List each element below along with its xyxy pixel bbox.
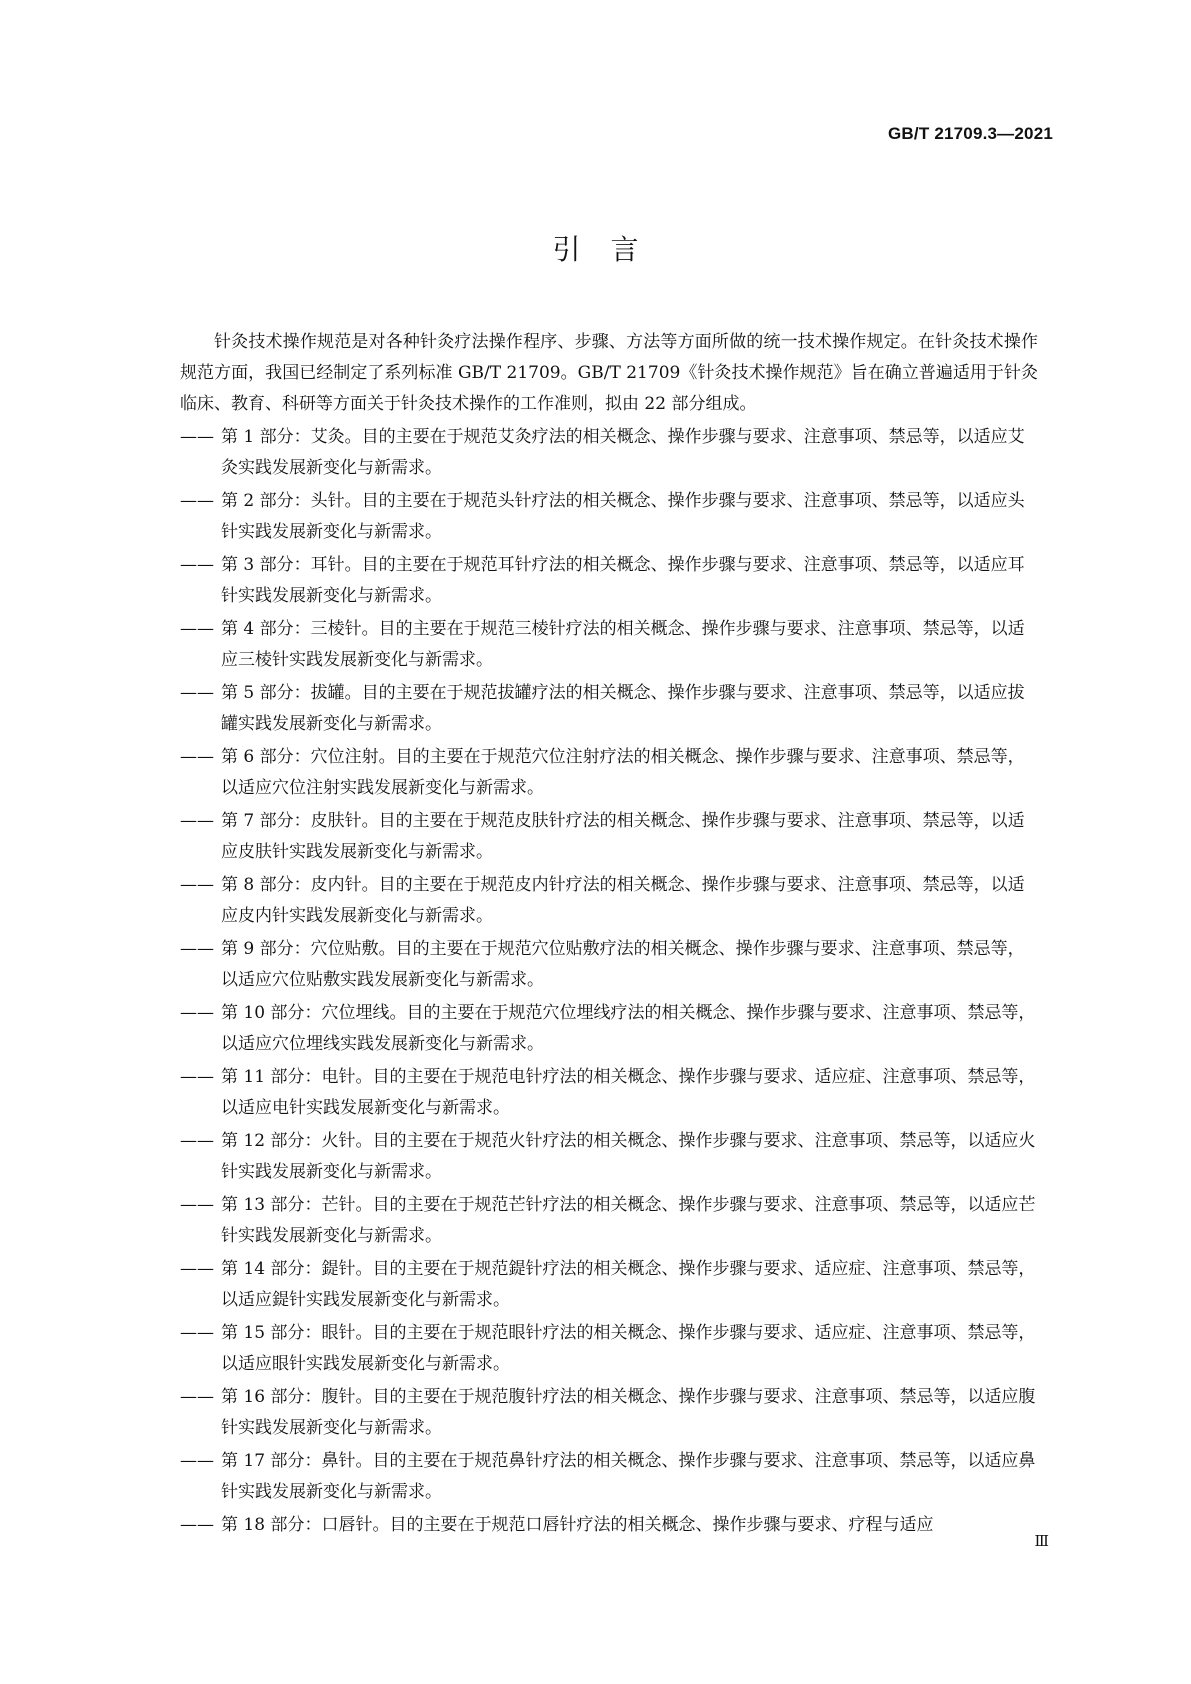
list-item-text: 第 7 部分：皮肤针。目的主要在于规范皮肤针疗法的相关概念、操作步骤与要求、注意事项、禁忌等，以适应皮肤针实践发展新变化与新需求。 bbox=[221, 811, 1025, 862]
list-item bbox=[180, 1254, 1038, 1316]
list-item-text: 第 8 部分：皮内针。目的主要在于规范皮内针疗法的相关概念、操作步骤与要求、注意事项、禁忌等，以适应皮内针实践发展新变化与新需求。 bbox=[221, 875, 1025, 926]
list-item-text: 第 15 部分：眼针。目的主要在于规范眼针疗法的相关概念、操作步骤与要求、适应症、注意事项、禁忌等，以适应眼针实践发展新变化与新需求。 bbox=[221, 1323, 1036, 1374]
list-dash: —— bbox=[180, 683, 214, 703]
list-item-text: 第 11 部分：电针。目的主要在于规范电针疗法的相关概念、操作步骤与要求、适应症、注意事项、禁忌等，以适应电针实践发展新变化与新需求。 bbox=[221, 1067, 1036, 1118]
list-item-text: 第 9 部分：穴位贴敷。目的主要在于规范穴位贴敷疗法的相关概念、操作步骤与要求、注意事项、禁忌等，以适应穴位贴敷实践发展新变化与新需求。 bbox=[221, 939, 1025, 990]
list-dash: —— bbox=[180, 1195, 214, 1215]
list-dash: —— bbox=[180, 1451, 214, 1471]
standard-code: GB/T 21709.3—2021 bbox=[888, 124, 1053, 143]
list-dash: —— bbox=[180, 1515, 214, 1535]
list-dash: —— bbox=[180, 555, 214, 575]
list-dash: —— bbox=[180, 1131, 214, 1151]
list-dash: —— bbox=[180, 811, 214, 831]
list-item-text: 第 17 部分：鼻针。目的主要在于规范鼻针疗法的相关概念、操作步骤与要求、注意事项、禁忌等，以适应鼻针实践发展新变化与新需求。 bbox=[221, 1451, 1036, 1502]
list-dash: —— bbox=[180, 427, 214, 447]
list-dash: —— bbox=[180, 747, 214, 767]
list-item-text: 第 13 部分：芒针。目的主要在于规范芒针疗法的相关概念、操作步骤与要求、注意事项、禁忌等，以适应芒针实践发展新变化与新需求。 bbox=[221, 1195, 1036, 1246]
list-dash: —— bbox=[180, 1067, 214, 1087]
list-dash: —— bbox=[180, 619, 214, 639]
list-item-text: 第 3 部分：耳针。目的主要在于规范耳针疗法的相关概念、操作步骤与要求、注意事项、禁忌等，以适应耳针实践发展新变化与新需求。 bbox=[221, 555, 1025, 606]
list-item bbox=[180, 934, 1038, 996]
page-number: Ⅲ bbox=[1034, 1532, 1049, 1550]
list-item bbox=[180, 742, 1038, 804]
list-dash: —— bbox=[180, 1387, 214, 1407]
list-item bbox=[180, 486, 1038, 548]
list-item-text: 第 4 部分：三棱针。目的主要在于规范三棱针疗法的相关概念、操作步骤与要求、注意事项、禁忌等，以适应三棱针实践发展新变化与新需求。 bbox=[221, 619, 1025, 670]
list-item bbox=[180, 870, 1038, 932]
intro-paragraph: 针灸技术操作规范是对各种针灸疗法操作程序、步骤、方法等方面所做的统一技术操作规定。在针灸技术操作规范方面，我国已经制定了系列标准 GB/T 21709。GB/T 21709《针灸技术操作规范》旨在确立普遍适用于针灸临床、教育、科研等方面关于针灸技术操作的工作准则，拟由 22 部分组成。 bbox=[180, 332, 1038, 414]
document-body bbox=[180, 327, 1038, 1541]
list-item bbox=[180, 1062, 1038, 1124]
list-item bbox=[180, 614, 1038, 676]
list-item bbox=[180, 1190, 1038, 1252]
list-item-text: 第 16 部分：腹针。目的主要在于规范腹针疗法的相关概念、操作步骤与要求、注意事项、禁忌等，以适应腹针实践发展新变化与新需求。 bbox=[221, 1387, 1036, 1438]
list-dash: —— bbox=[180, 491, 214, 511]
list-item bbox=[180, 806, 1038, 868]
list-item bbox=[180, 998, 1038, 1060]
list-item bbox=[180, 678, 1038, 740]
list-dash: —— bbox=[180, 1323, 214, 1343]
part-list bbox=[180, 422, 1038, 1541]
list-item-text: 第 18 部分：口唇针。目的主要在于规范口唇针疗法的相关概念、操作步骤与要求、疗程与适应 bbox=[221, 1515, 934, 1535]
list-item-text: 第 10 部分：穴位埋线。目的主要在于规范穴位埋线疗法的相关概念、操作步骤与要求、注意事项、禁忌等，以适应穴位埋线实践发展新变化与新需求。 bbox=[221, 1003, 1036, 1054]
list-item bbox=[180, 1446, 1038, 1508]
list-dash: —— bbox=[180, 939, 214, 959]
list-item-text: 第 2 部分：头针。目的主要在于规范头针疗法的相关概念、操作步骤与要求、注意事项、禁忌等，以适应头针实践发展新变化与新需求。 bbox=[221, 491, 1025, 542]
page-title: 引言 bbox=[552, 233, 669, 266]
list-item bbox=[180, 422, 1038, 484]
list-item bbox=[180, 1318, 1038, 1380]
list-item-text: 第 5 部分：拔罐。目的主要在于规范拔罐疗法的相关概念、操作步骤与要求、注意事项、禁忌等，以适应拔罐实践发展新变化与新需求。 bbox=[221, 683, 1025, 734]
list-dash: —— bbox=[180, 1003, 214, 1023]
list-item-text: 第 1 部分：艾灸。目的主要在于规范艾灸疗法的相关概念、操作步骤与要求、注意事项、禁忌等，以适应艾灸实践发展新变化与新需求。 bbox=[221, 427, 1025, 478]
list-dash: —— bbox=[180, 875, 214, 895]
list-item-text: 第 12 部分：火针。目的主要在于规范火针疗法的相关概念、操作步骤与要求、注意事项、禁忌等，以适应火针实践发展新变化与新需求。 bbox=[221, 1131, 1036, 1182]
list-item bbox=[180, 550, 1038, 612]
list-item bbox=[180, 1126, 1038, 1188]
list-item bbox=[180, 1382, 1038, 1444]
list-dash: —— bbox=[180, 1259, 214, 1279]
list-item bbox=[180, 1510, 1038, 1541]
list-item-text: 第 14 部分：鍉针。目的主要在于规范鍉针疗法的相关概念、操作步骤与要求、适应症、注意事项、禁忌等，以适应鍉针实践发展新变化与新需求。 bbox=[221, 1259, 1036, 1310]
list-item-text: 第 6 部分：穴位注射。目的主要在于规范穴位注射疗法的相关概念、操作步骤与要求、注意事项、禁忌等，以适应穴位注射实践发展新变化与新需求。 bbox=[221, 747, 1025, 798]
